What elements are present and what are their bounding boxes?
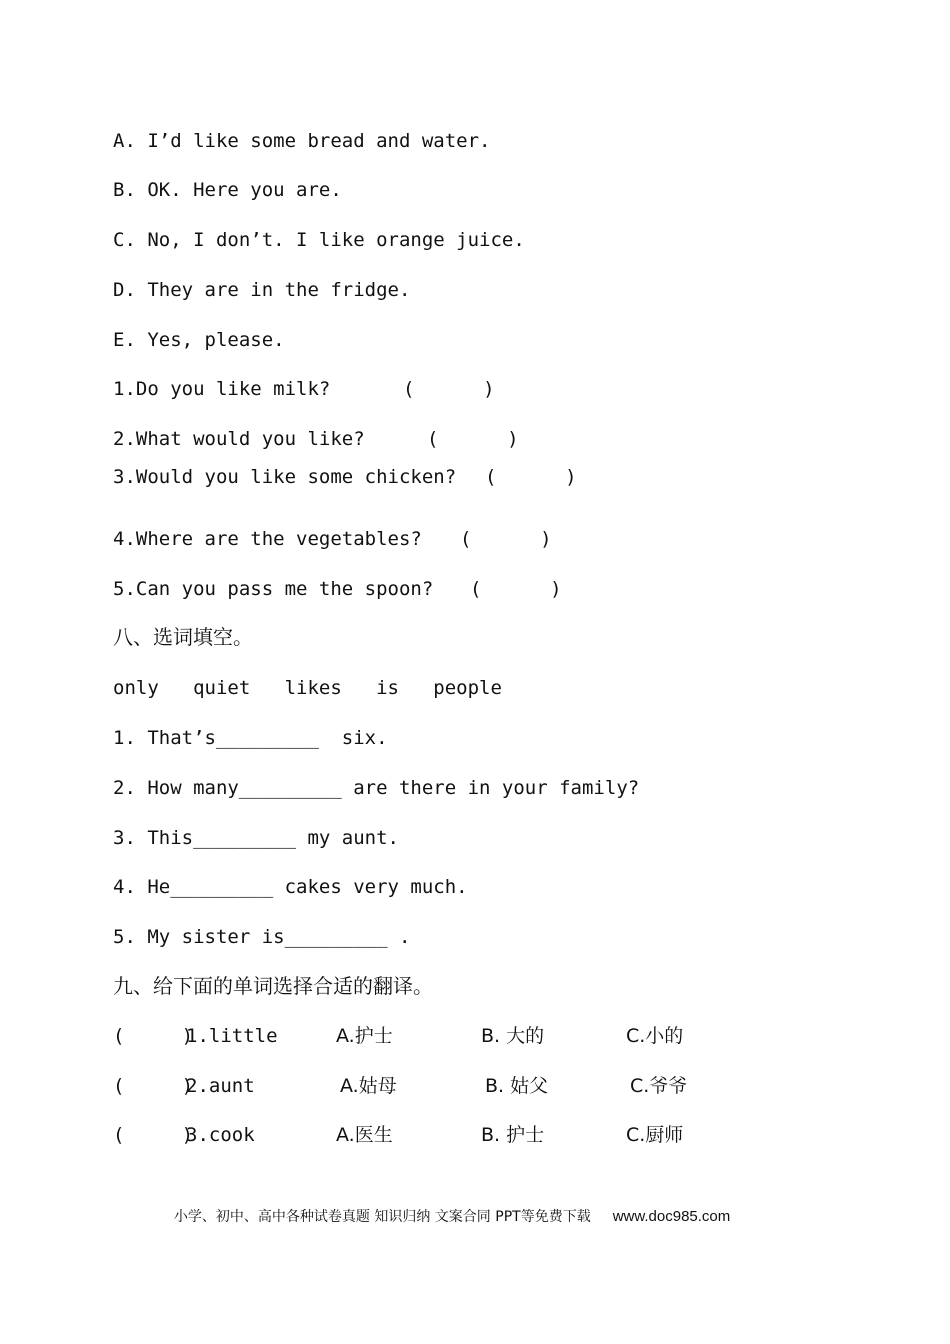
footer-text: 小学、初中、高中各种试卷真题 知识归纳 文案合同 PPT等免费下载 [173, 1209, 591, 1225]
match-question-1: 1.Do you like milk? [113, 378, 331, 400]
option-b-1: B. 大的 [481, 1025, 545, 1047]
match-question-2: 2.What would you like? [113, 428, 365, 450]
fill-item-3: 3. This_________ my aunt. [113, 827, 399, 849]
translation-word-3: 3.cook [186, 1124, 255, 1146]
word-bank: only quiet likes is people [113, 677, 502, 699]
answer-blank-2[interactable]: ( ) [427, 428, 519, 450]
section9-title: 九、给下面的单词选择合适的翻译。 [113, 974, 433, 998]
fill-item-5: 5. My sister is_________ . [113, 926, 411, 948]
response-d: D. They are in the fridge. [113, 279, 411, 301]
translation-word-1: 1.little [186, 1025, 278, 1047]
match-question-3: 3.Would you like some chicken? [113, 466, 457, 488]
response-c: C. No, I don’t. I like orange juice. [113, 229, 525, 251]
response-a: A. I’d like some bread and water. [113, 130, 491, 152]
response-b: B. OK. Here you are. [113, 179, 342, 201]
answer-blank-1[interactable]: ( ) [403, 378, 495, 400]
translation-blank-2[interactable]: ( ) [113, 1075, 194, 1097]
option-a-1: A.护士 [336, 1025, 393, 1047]
option-b-3: B. 护士 [481, 1124, 545, 1146]
option-c-1: C.小的 [626, 1025, 684, 1047]
footer-url[interactable]: www.doc985.com [612, 1208, 731, 1225]
fill-item-2: 2. How many_________ are there in your family? [113, 777, 640, 799]
answer-blank-3[interactable]: ( ) [485, 466, 577, 488]
option-a-2: A.姑母 [340, 1075, 397, 1097]
fill-item-4: 4. He_________ cakes very much. [113, 876, 468, 898]
translation-word-2: 2.aunt [186, 1075, 255, 1097]
translation-blank-1[interactable]: ( ) [113, 1025, 194, 1047]
section8-title: 八、选词填空。 [113, 625, 253, 649]
option-a-3: A.医生 [336, 1124, 393, 1146]
translation-blank-3[interactable]: ( ) [113, 1124, 194, 1146]
answer-blank-4[interactable]: ( ) [460, 528, 552, 550]
match-question-5: 5.Can you pass me the spoon? [113, 578, 434, 600]
option-b-2: B. 姑父 [485, 1075, 549, 1097]
page-footer [165, 1190, 730, 1226]
response-e: E. Yes, please. [113, 329, 285, 351]
fill-item-1: 1. That’s_________ six. [113, 727, 388, 749]
option-c-3: C.厨师 [626, 1124, 684, 1146]
match-question-4: 4.Where are the vegetables? [113, 528, 422, 550]
option-c-2: C.爷爷 [630, 1075, 688, 1097]
answer-blank-5[interactable]: ( ) [470, 578, 562, 600]
